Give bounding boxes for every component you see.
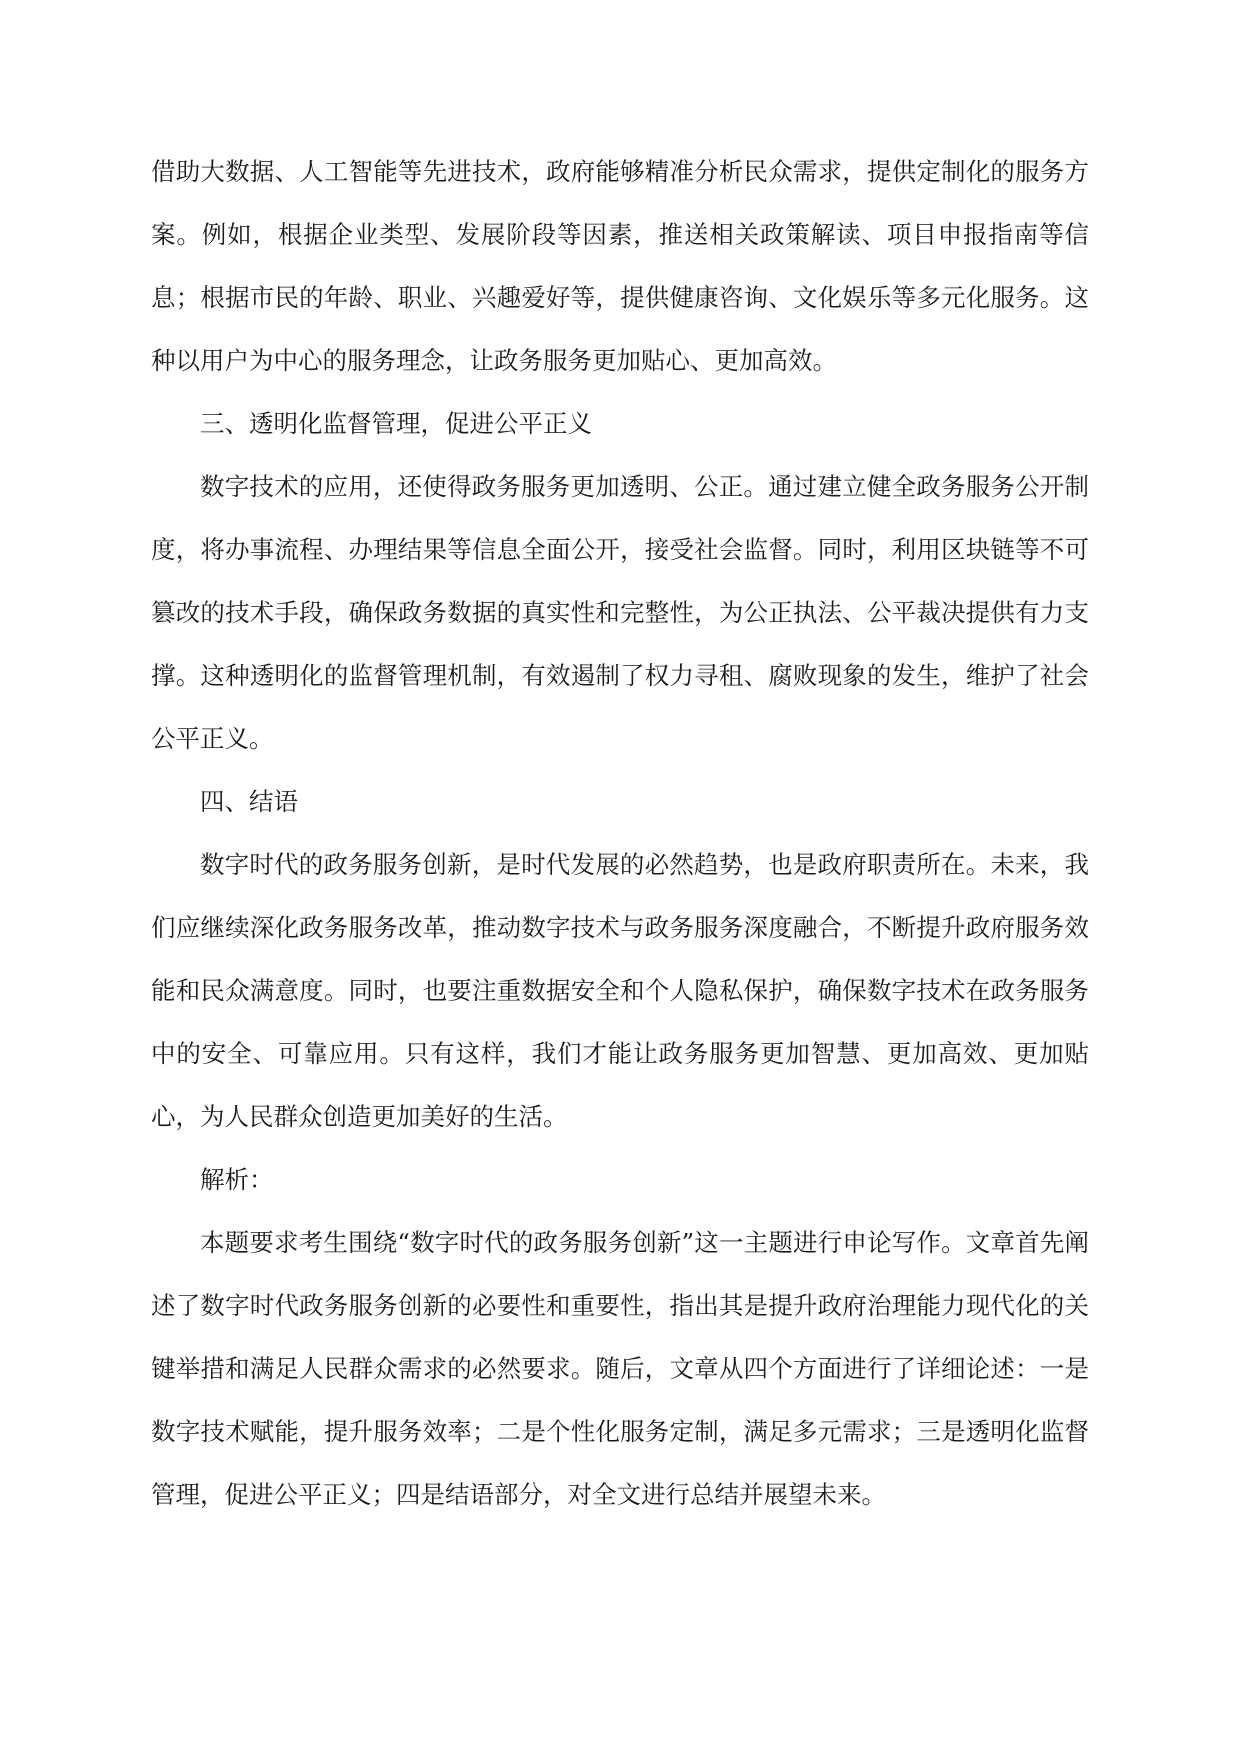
paragraph-analysis: 本题要求考生围绕“数字时代的政务服务创新”这一主题进行申论写作。文章首先阐述了数字时代政务服务创新的必要性和重要性，指出其是提升政府治理能力现代化的关键举措和满足人民群众需求的必然要求。随后，文章从四个方面进行了详细论述：一是数字技术赋能，提升服务效率；二是个性化服务定制，满足多元需求；三是透明化监督管理，促进公平正义；四是结语部分，对全文进行总结并展望未来。 [151, 1228, 1089, 1509]
section-heading-three: 三、透明化监督管理，促进公平正义 [200, 409, 592, 438]
paragraph-continuation: 借助大数据、人工智能等先进技术，政府能够精准分析民众需求，提供定制化的服务方案。例如，根据企业类型、发展阶段等因素，推送相关政策解读、项目申报指南等信息；根据市民的年龄、职业、兴趣爱好等，提供健康咨询、文化娱乐等多元化服务。这种以用户为中心的服务理念，让政务服务更加贴心、更加高效。 [151, 157, 1089, 375]
paragraph-conclusion: 数字时代的政务服务创新，是时代发展的必然趋势，也是政府职责所在。未来，我们应继续深化政务服务改革，推动数字技术与政务服务深度融合，不断提升政府服务效能和民众满意度。同时，也要注重数据安全和个人隐私保护，确保数字技术在政务服务中的安全、可靠应用。只有这样，我们才能让政务服务更加智慧、更加高效、更加贴心，为人民群众创造更加美好的生活。 [151, 850, 1089, 1131]
section-heading-four: 四、结语 [200, 787, 298, 816]
analysis-heading: 解析： [200, 1165, 274, 1194]
paragraph-transparency: 数字技术的应用，还使得政务服务更加透明、公正。通过建立健全政务服务公开制度，将办事流程、办理结果等信息全面公开，接受社会监督。同时，利用区块链等不可篡改的技术手段，确保政务数据的真实性和完整性，为公正执法、公平裁决提供有力支撑。这种透明化的监督管理机制，有效遏制了权力寻租、腐败现象的发生，维护了社会公平正义。 [151, 472, 1089, 753]
document-body [151, 140, 1089, 1526]
